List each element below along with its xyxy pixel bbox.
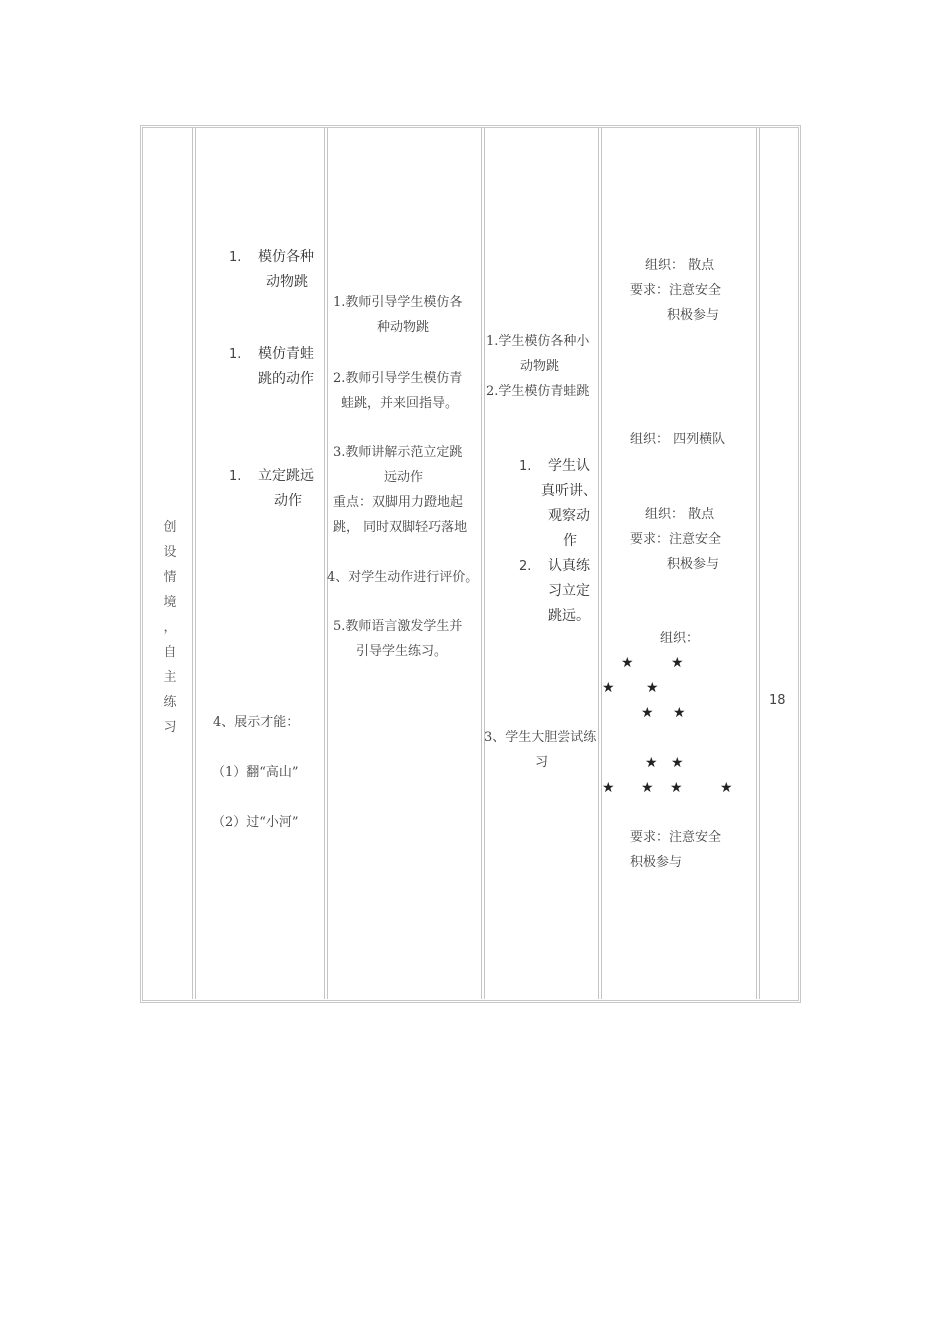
teacher-activity: 种动物跳 (377, 320, 430, 335)
column-divider (756, 128, 760, 999)
show-talent-item: （1）翻“高山” (212, 765, 299, 780)
column-divider (324, 128, 328, 999)
teacher-activity: 蛙跳，并来回指导。 (341, 396, 459, 411)
content-item-text: 动作 (274, 493, 302, 509)
teacher-key-point: 重点：双脚用力蹬地起 (333, 495, 464, 510)
requirement-text: 积极参与 (630, 855, 683, 870)
student-list-number: 1. (519, 459, 532, 474)
column-divider (192, 128, 196, 999)
student-activity: 2.学生模仿青蛙跳 (486, 384, 590, 399)
content-item-text: 立定跳远 (258, 468, 314, 484)
star-icon: ★ (621, 655, 634, 671)
show-talent-item: （2）过“小河” (212, 815, 299, 830)
student-list-text: 学生认 (548, 458, 590, 474)
requirement-text: 要求：注意安全 (630, 532, 722, 547)
student-list-text: 作 (563, 533, 577, 549)
student-list-number: 2. (519, 559, 532, 574)
organization-text: 组织： 散点 (645, 507, 715, 522)
time-minutes: 18 (769, 693, 786, 708)
star-icon: ★ (673, 705, 686, 721)
student-activity: 3、学生大胆尝试练 (484, 730, 597, 745)
star-icon: ★ (671, 655, 684, 671)
student-list-text: 真听讲、 (541, 483, 597, 499)
content-item-text: 动物跳 (266, 274, 308, 290)
content-item-text: 模仿各种 (258, 249, 314, 265)
star-icon: ★ (670, 780, 683, 796)
content-item-number: 1. (229, 250, 242, 265)
organization-text: 组织： 散点 (645, 258, 715, 273)
organization-text: 组织： (660, 631, 700, 646)
teacher-activity: 3.教师讲解示范立定跳 (333, 445, 463, 460)
star-icon: ★ (645, 755, 658, 771)
content-item-number: 1. (229, 469, 242, 484)
star-icon: ★ (641, 780, 654, 796)
teacher-activity: 5.教师语言激发学生并 (333, 619, 463, 634)
column-divider (598, 128, 602, 999)
content-item-text: 模仿青蛙 (258, 346, 314, 362)
student-list-text: 跳远。 (548, 608, 590, 624)
teacher-key-point: 跳， 同时双脚轻巧落地 (333, 520, 468, 535)
requirement-text: 积极参与 (667, 308, 720, 323)
star-icon: ★ (646, 680, 659, 696)
student-list-text: 习立定 (548, 583, 590, 599)
teacher-activity: 4、对学生动作进行评价。 (327, 570, 479, 585)
star-icon: ★ (602, 680, 615, 696)
student-list-text: 认真练 (548, 558, 590, 574)
requirement-text: 要求：注意安全 (630, 283, 722, 298)
star-icon: ★ (602, 780, 615, 796)
column-divider (481, 128, 485, 999)
teacher-activity: 远动作 (384, 470, 424, 485)
student-activity: 习 (535, 755, 549, 770)
student-list-text: 观察动 (548, 508, 590, 524)
section-label: 创 设 情 境 ， 自 主 练 习 (163, 520, 177, 735)
requirement-text: 积极参与 (667, 557, 720, 572)
teacher-activity: 引导学生练习。 (356, 644, 448, 659)
student-activity: 1.学生模仿各种小 (486, 334, 590, 349)
show-talent-title: 4、展示才能： (213, 715, 300, 730)
star-icon: ★ (720, 780, 733, 796)
organization-text: 组织： 四列横队 (630, 432, 726, 447)
content-item-text: 跳的动作 (258, 371, 314, 387)
star-icon: ★ (671, 755, 684, 771)
requirement-text: 要求：注意安全 (630, 830, 722, 845)
student-activity: 动物跳 (520, 359, 560, 374)
content-item-number: 1. (229, 347, 242, 362)
teacher-activity: 1.教师引导学生模仿各 (333, 295, 463, 310)
star-icon: ★ (641, 705, 654, 721)
teacher-activity: 2.教师引导学生模仿青 (333, 371, 463, 386)
